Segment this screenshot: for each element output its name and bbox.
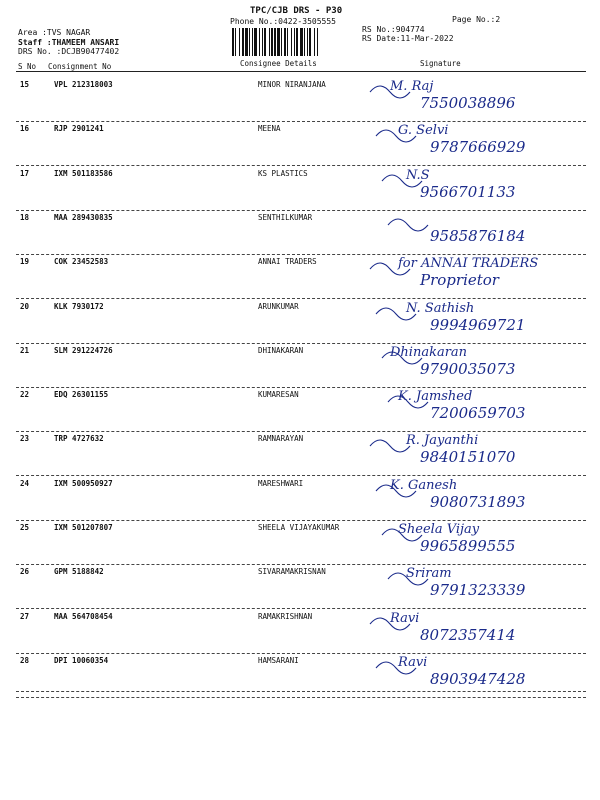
signature-phone: 7200659703 [430, 404, 526, 423]
table-row [0, 610, 600, 654]
handwritten-signature [330, 517, 600, 565]
row-sno: 15 [20, 80, 30, 89]
row-sno: 27 [20, 611, 30, 621]
row-consignment: IXM 500950927 [54, 478, 113, 488]
row-sno: 28 [20, 655, 30, 665]
row-consignee: SENTHILKUMAR [258, 212, 313, 222]
handwritten-signature [330, 251, 600, 299]
handwritten-signature [330, 163, 600, 211]
table-row [0, 477, 600, 521]
signature-phone: 9790035073 [420, 359, 516, 378]
rs-date: RS Date:11-Mar-2022 [362, 34, 454, 43]
col-consignee: Consignee Details [240, 59, 317, 68]
table-row [0, 78, 600, 122]
row-consignee: KS PLASTICS [258, 168, 308, 178]
row-consignment: IXM 501183586 [54, 168, 113, 178]
handwritten-signature [330, 340, 600, 388]
row-consignee: MARESHWARI [258, 478, 304, 488]
col-sno: S No [18, 62, 37, 71]
signature-phone: 8072357414 [420, 625, 516, 644]
row-consignee: KUMARESAN [258, 390, 299, 400]
signature-flourish [370, 440, 410, 452]
signature-name: Sriram [406, 566, 452, 582]
row-consignment: IXM 501207807 [54, 523, 113, 532]
area-label: Area :TVS NAGAR [18, 28, 91, 37]
signature-name: M. Raj [390, 79, 434, 94]
row-consignment: MAA 289430835 [54, 212, 113, 222]
row-consignment: KLK 7930172 [54, 301, 104, 311]
row-sno: 22 [20, 390, 30, 400]
row-sno: 18 [20, 212, 30, 222]
signature-flourish [388, 219, 428, 231]
table-row [0, 388, 600, 432]
signature-name: for ANNAI TRADERS [398, 256, 539, 272]
row-sno: 26 [20, 567, 30, 577]
row-sno: 24 [20, 478, 30, 488]
row-consignment: EDQ 26301155 [54, 390, 109, 400]
row-consignment: MAA 564708454 [54, 611, 113, 621]
row-consignment: SLM 291224726 [54, 345, 113, 355]
handwritten-signature [330, 74, 600, 122]
page-number: Page No.:2 [452, 15, 501, 24]
row-consignee: ARUNKUMAR [258, 301, 299, 311]
row-consignee: RAMNARAYAN [258, 434, 304, 444]
row-consignee: MEENA [258, 124, 281, 134]
table-row [0, 122, 600, 166]
handwritten-signature [330, 428, 600, 476]
rs-number: RS No.:904774 [362, 25, 425, 34]
signature-phone: 9787666929 [430, 138, 526, 157]
row-consignee: ANNAI TRADERS [258, 257, 317, 267]
row-sno: 23 [20, 434, 30, 444]
table-row [0, 521, 600, 565]
table-row [0, 565, 600, 609]
signature-name: Ravi [398, 654, 428, 670]
handwritten-signature [330, 561, 600, 609]
row-consignment: GPM 5188842 [54, 567, 104, 577]
staff-label: Staff :THAMEEM ANSARI [18, 38, 120, 47]
signature-name: Sheela Vijay [398, 522, 480, 537]
signature-phone: 8903947428 [430, 669, 526, 688]
signature-phone: 9965899555 [420, 537, 516, 555]
handwritten-signature [330, 606, 600, 654]
signature-phone: 9080731893 [430, 492, 526, 511]
col-consignment: Consignment No [48, 62, 112, 71]
row-consignment: RJP 2901241 [54, 124, 104, 134]
signature-phone: 9994969721 [430, 315, 526, 334]
signature-phone: 9791323339 [430, 581, 526, 600]
table-row [0, 344, 600, 388]
row-sno: 16 [20, 124, 30, 134]
row-sno: 19 [20, 257, 30, 267]
handwritten-signature [330, 296, 600, 344]
signature-name: R. Jayanthi [406, 433, 479, 449]
signature-name: Dhinakaran [390, 344, 468, 360]
row-sno: 21 [20, 345, 30, 355]
footer-rule [16, 691, 586, 692]
row-consignee: SIVARAMAKRISNAN [258, 567, 326, 577]
signature-name: K. Ganesh [390, 477, 458, 493]
doc-title: TPC/CJB DRS - P30 [250, 6, 343, 16]
signature-phone: 9840151070 [420, 448, 516, 467]
handwritten-signature [330, 207, 600, 255]
signature-name: G. Selvi [398, 123, 449, 139]
row-consignee: MINOR NIRANJANA [258, 80, 326, 89]
row-consignment: COK 23452583 [54, 257, 109, 267]
row-sno: 17 [20, 168, 30, 178]
drs-number: DRS No. :DCJB90477402 [18, 47, 120, 56]
table-row [0, 432, 600, 476]
row-consignee: SHEELA VIJAYAKUMAR [258, 523, 340, 532]
table-row [0, 300, 600, 344]
table-row [0, 255, 600, 299]
row-consignment: TRP 4727632 [54, 434, 104, 444]
signature-phone: 7550038896 [420, 94, 516, 112]
signature-name: N.S [406, 167, 430, 183]
header-rule [16, 71, 586, 72]
barcode-bar [318, 28, 319, 56]
row-consignment: VPL 212318003 [54, 80, 113, 89]
handwritten-signature [330, 118, 600, 166]
row-sno: 20 [20, 301, 30, 311]
signature-phone: Proprietor [420, 271, 499, 290]
handwritten-signature [330, 384, 600, 432]
signature-name: N. Sathish [406, 300, 475, 316]
row-consignee: RAMAKRISHNAN [258, 611, 313, 621]
signature-phone: 9585876184 [430, 226, 526, 245]
barcode [232, 28, 352, 56]
signature-name: K. Jamshed [398, 389, 473, 405]
phone-number: Phone No.:0422-3505555 [230, 17, 336, 26]
row-sno: 25 [20, 523, 30, 532]
row-consignee: DHINAKARAN [258, 345, 304, 355]
col-signature: Signature [420, 59, 461, 68]
signature-name: Ravi [390, 610, 420, 626]
row-consignment: DPI 10060354 [54, 655, 109, 665]
signature-phone: 9566701133 [420, 182, 516, 201]
row-consignee: HAMSARANI [258, 655, 299, 665]
handwritten-signature [330, 473, 600, 521]
table-row [0, 167, 600, 211]
table-row [0, 211, 600, 255]
